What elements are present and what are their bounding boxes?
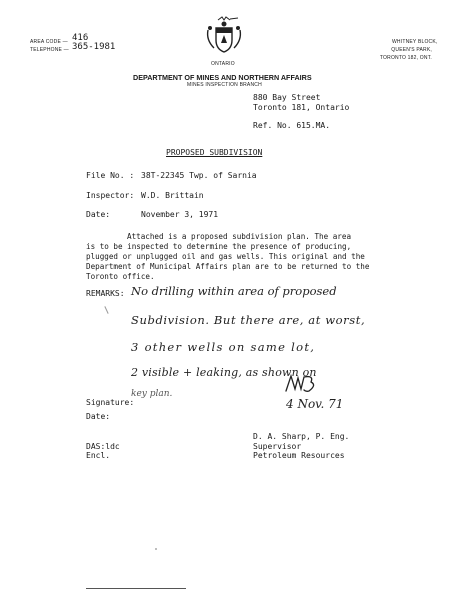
typist-initials: DAS:ldc [86, 442, 120, 451]
telephone-number: 365-1981 [72, 42, 116, 52]
handwritten-line-4: 2 visible + leaking, as shown on [131, 366, 317, 379]
area-code-label: AREA CODE — [30, 39, 68, 45]
signature-label: Signature: [86, 398, 135, 407]
scan-speck [155, 548, 157, 550]
signatory-department: Petroleum Resources [253, 451, 345, 460]
scan-mark [104, 306, 108, 314]
handwritten-date: 4 Nov. 71 [286, 397, 344, 411]
area-code: 416 [72, 33, 89, 43]
handwritten-line-2: Subdivision. But there are, at worst, [131, 313, 366, 327]
inspector-value: W.D. Brittain [141, 191, 204, 200]
address-line-1: WHITNEY BLOCK, [392, 39, 438, 45]
handwritten-initials-signature [284, 373, 320, 395]
body-line-4: Department of Municipal Affairs plan are to be returned to the [86, 262, 370, 271]
document-title: PROPOSED SUBDIVISION [166, 148, 263, 157]
enclosure-note: Encl. [86, 451, 111, 460]
address-line-3: TORONTO 182, ONT. [379, 55, 432, 61]
crest-caption: ONTARIO [211, 61, 235, 67]
city-address: Toronto 181, Ontario [253, 103, 350, 112]
body-line-1: Attached is a proposed subdivision plan. The area [127, 232, 352, 241]
handwritten-line-1: No drilling within area of proposed [131, 284, 337, 298]
body-line-5: Toronto office. [86, 272, 155, 281]
remarks-label: REMARKS: [86, 289, 125, 298]
telephone-label: TELEPHONE — [30, 47, 69, 53]
file-value: 38T-22345 Twp. of Sarnia [141, 171, 257, 180]
date-value: November 3, 1971 [141, 210, 219, 219]
handwritten-line-5: key plan. [131, 389, 173, 399]
signatory-name: D. A. Sharp, P. Eng. [253, 432, 350, 441]
street-address: 880 Bay Street [253, 93, 321, 102]
body-line-3: plugged or unplugged oil and gas wells. This original and the [86, 252, 365, 261]
ontario-crest-logo [204, 16, 244, 60]
branch-name: MINES INSPECTION BRANCH [187, 82, 262, 88]
date-label: Date: [86, 210, 111, 219]
file-label: File No. : [86, 171, 135, 180]
inspector-label: Inspector: [86, 191, 135, 200]
second-date-label: Date: [86, 412, 111, 421]
department-name: DEPARTMENT OF MINES AND NORTHERN AFFAIRS [133, 73, 312, 82]
bottom-rule [86, 588, 186, 589]
signatory-title: Supervisor [253, 442, 302, 451]
handwritten-line-3: 3 other wells on same lot, [131, 340, 316, 354]
body-line-2: is to be inspected to determine the presence of producing, [86, 242, 352, 251]
reference-number: Ref. No. 615.MA. [253, 121, 331, 130]
address-line-2: QUEEN'S PARK, [391, 47, 432, 53]
